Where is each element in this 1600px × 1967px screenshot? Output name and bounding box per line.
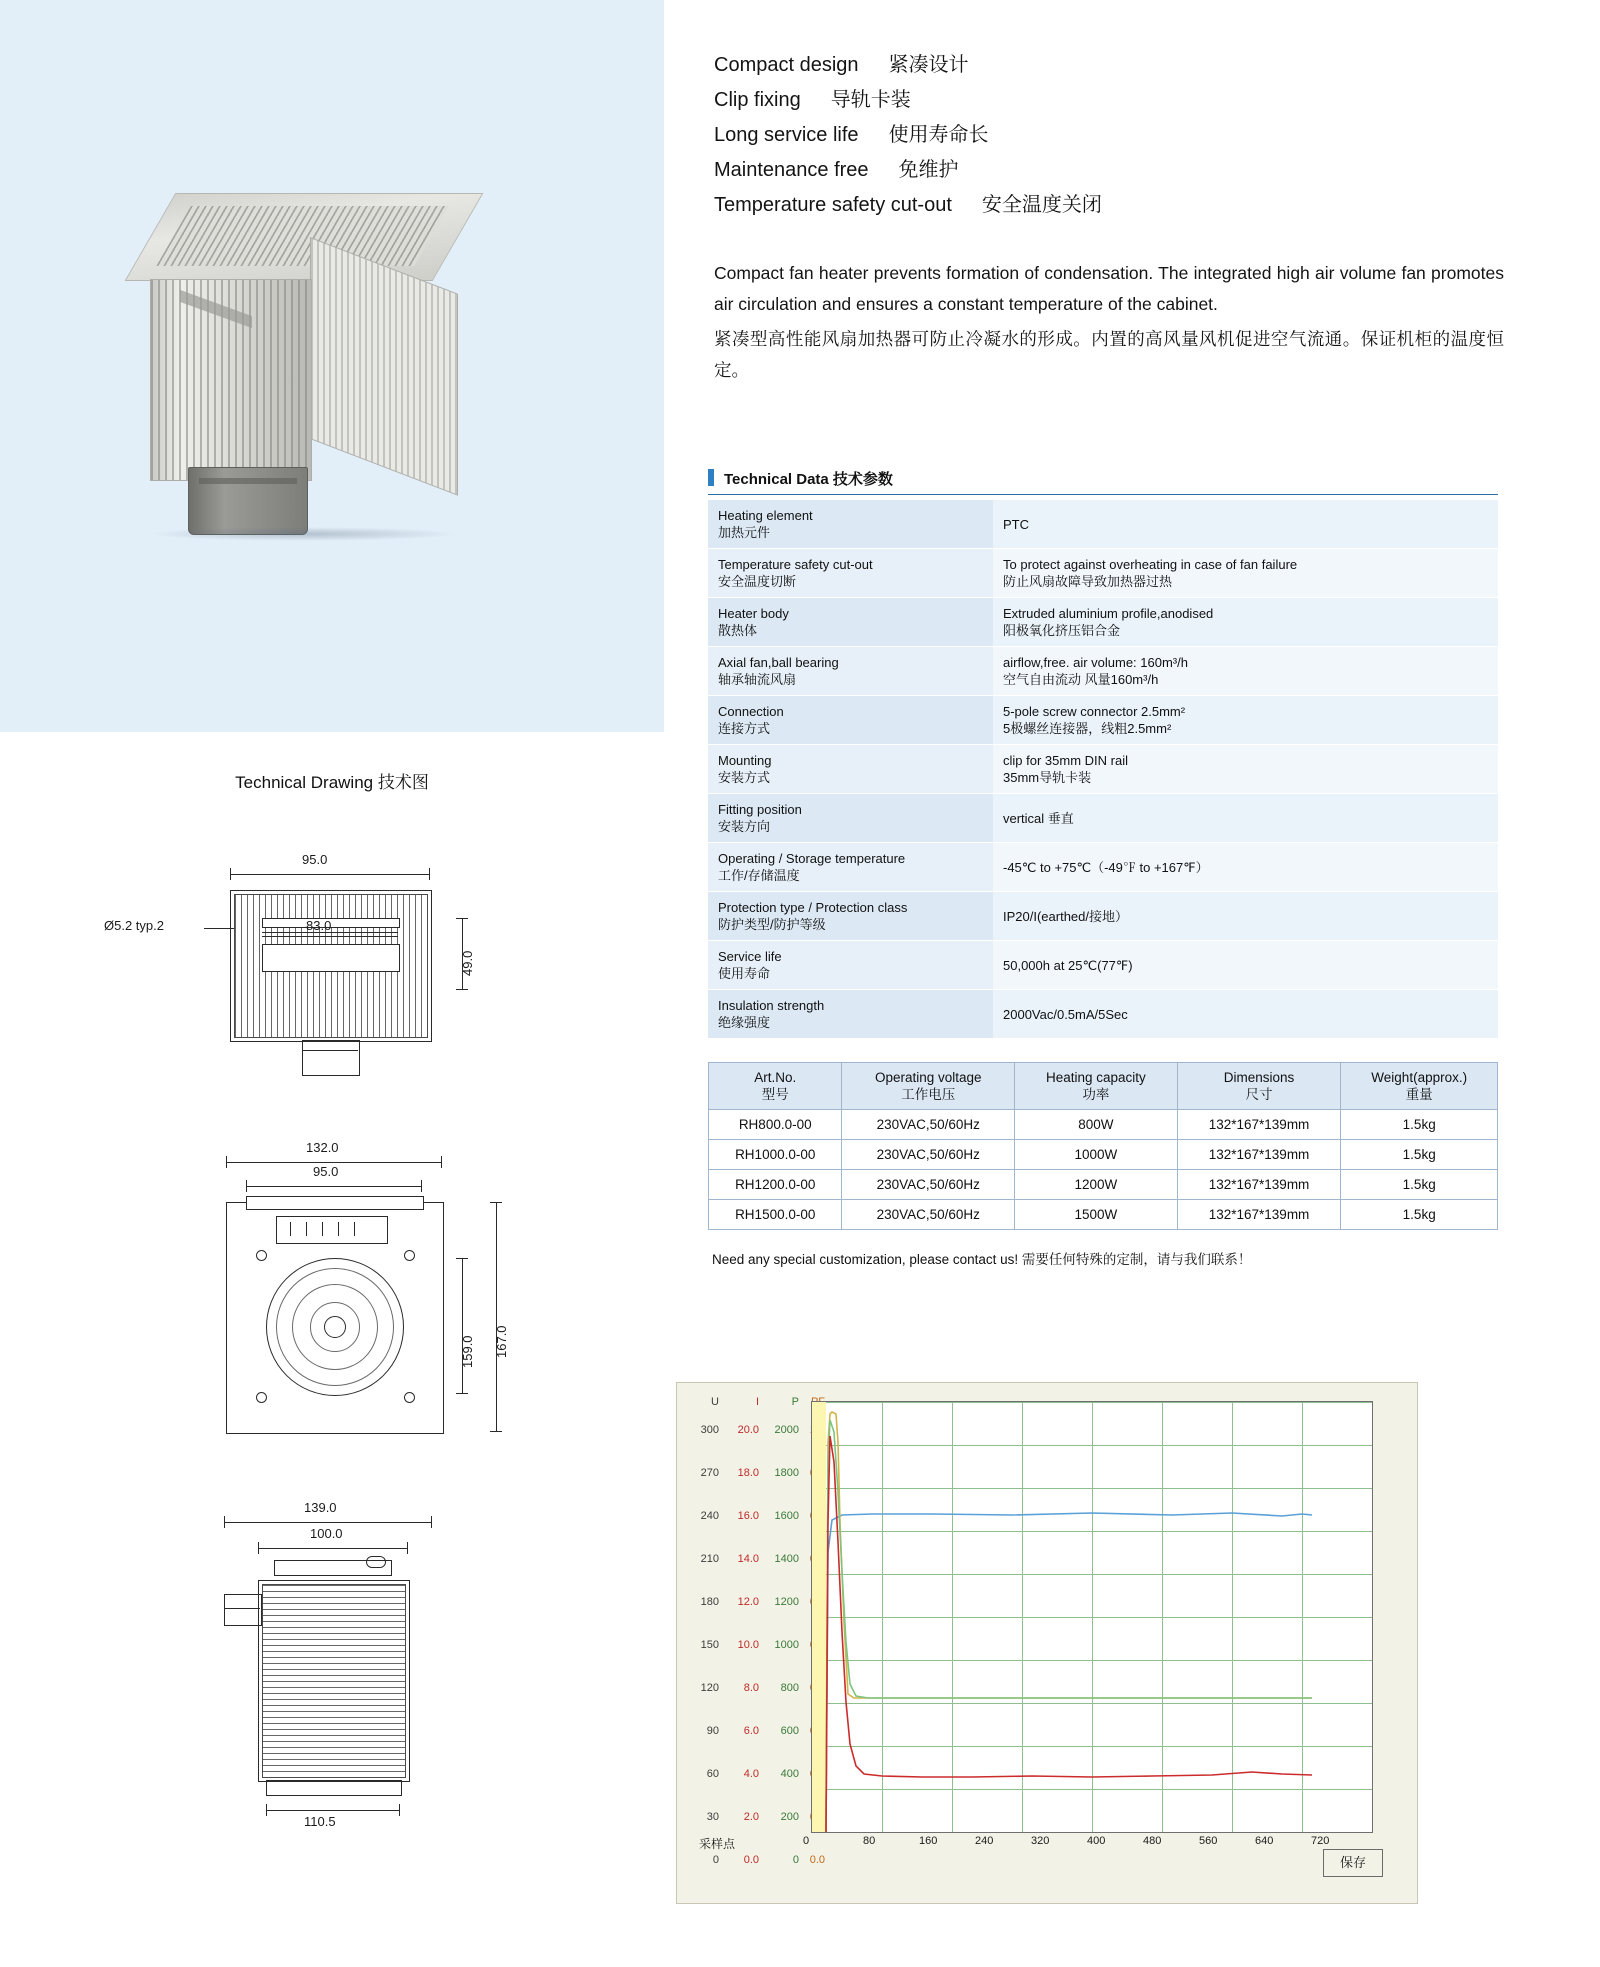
dim-side-depth: 139.0 <box>304 1500 337 1515</box>
table-row: Service life 使用寿命 50,000h at 25℃(77℉) <box>708 941 1498 990</box>
dim-inner-width: 83.0 <box>306 918 332 933</box>
col-capacity: Heating capacity 功率 <box>1015 1063 1178 1110</box>
dim-front-inner-height: 159.0 <box>460 1335 475 1368</box>
table-header-row <box>709 1063 1498 1110</box>
feature-item: Long service life 使用寿命长 <box>714 124 989 146</box>
col-voltage: Operating voltage 工作电压 <box>842 1063 1015 1110</box>
feature-item: Compact design 紧凑设计 <box>714 54 969 76</box>
product-photo <box>140 175 560 535</box>
intro-en: Compact fan heater prevents formation of condensation. The integrated high air volume fan promotes air circulation and ensures a constant temperature of the cabinet. <box>714 263 1504 314</box>
measurement-chart: U 300 270 240 210 180 150 120 90 60 30 0 I 20.0 18.0 16.0 14.0 12.0 10.0 8.0 6.0 4.0 2.0 0.0 P 2000 1800 1600 1400 1200 1000 800 600 400 200 0 0.0 采样点 0 80 160 240 320 400 480 560 640 720 保存 <box>676 1382 1418 1904</box>
dim-front-height: 167.0 <box>494 1325 509 1358</box>
intro-cn: 紧凑型高性能风扇加热器可防止冷凝水的形成。内置的高风量风机促进空气流通。保证机柜的温度恒定。 <box>714 329 1504 380</box>
axis-i: I 20.0 18.0 16.0 14.0 12.0 10.0 8.0 6.0 4.0 2.0 0.0 <box>737 1396 759 1866</box>
table-row: Insulation strength 绝缘强度 2000Vac/0.5mA/5Sec <box>708 990 1498 1039</box>
dim-top-width: 95.0 <box>302 852 328 867</box>
table-row: RH1200.0-00 230VAC,50/60Hz 1200W 132*167*139mm 1.5kg <box>709 1170 1498 1200</box>
table-row: Heater body 散热体 Extruded aluminium profile,anodised 阳极氧化挤压铝合金 <box>708 598 1498 647</box>
col-dimensions: Dimensions 尺寸 <box>1177 1063 1341 1110</box>
table-row: RH1500.0-00 230VAC,50/60Hz 1500W 132*167*139mm 1.5kg <box>709 1200 1498 1230</box>
chart-plot-area <box>811 1401 1373 1833</box>
table-row: Connection 连接方式 5-pole screw connector 2.5mm² 5极螺丝连接器，线粗2.5mm² <box>708 696 1498 745</box>
accent-bar <box>708 469 714 486</box>
save-button[interactable]: 保存 <box>1323 1849 1383 1877</box>
table-row: Heating element 加热元件 PTC <box>708 500 1498 549</box>
dim-side-bottom: 110.5 <box>304 1814 336 1829</box>
table-row: Protection type / Protection class 防护类型/防护等级 IP20/I(earthed/接地） <box>708 892 1498 941</box>
heater-side-fins <box>310 237 458 496</box>
dim-front-inner-width: 95.0 <box>313 1164 339 1179</box>
feature-item: Clip fixing 导轨卡装 <box>714 89 911 111</box>
axis-u: U 300 270 240 210 180 150 120 90 60 30 0 <box>700 1396 719 1866</box>
dim-hole-callout: Ø5.2 typ.2 <box>104 918 164 933</box>
drawing-side-view <box>200 1490 530 1829</box>
din-rail-clip <box>188 467 308 535</box>
table-row: RH1000.0-00 230VAC,50/60Hz 1000W 132*167*139mm 1.5kg <box>709 1140 1498 1170</box>
feature-list <box>714 48 1534 223</box>
technical-data-table <box>708 500 1498 1039</box>
dim-side-inner-depth: 100.0 <box>310 1526 343 1541</box>
table-row: Mounting 安装方式 clip for 35mm DIN rail 35mm导轨卡装 <box>708 745 1498 794</box>
technical-data-header: Technical Data 技术参数 <box>708 468 1498 495</box>
technical-drawing-title: Technical Drawing 技术图 <box>235 773 429 792</box>
axis-p: P 2000 1800 1600 1400 1200 1000 800 600 400 200 0 <box>774 1396 799 1866</box>
photo-shadow <box>148 527 458 541</box>
table-row: Temperature safety cut-out 安全温度切断 To protect against overheating in case of fan failure 防止风扇故障导致加热器过热 <box>708 549 1498 598</box>
dim-height-49: 49.0 <box>460 950 475 976</box>
table-row: Fitting position 安装方向 vertical 垂直 <box>708 794 1498 843</box>
table-row: Operating / Storage temperature 工作/存储温度 -45℃ to +75℃（-49℉ to +167℉） <box>708 843 1498 892</box>
drawing-top-view <box>104 840 510 1080</box>
x-axis-label: 采样点 <box>699 1837 736 1851</box>
article-table <box>708 1062 1498 1230</box>
dim-front-width: 132.0 <box>306 1140 339 1155</box>
col-weight: Weight(approx.) 重量 <box>1341 1063 1498 1110</box>
drawing-front-view <box>200 1130 530 1430</box>
table-row: Axial fan,ball bearing 轴承轴流风扇 airflow,free. air volume: 160m³/h 空气自由流动 风量160m³/h <box>708 647 1498 696</box>
chart-curves <box>812 1402 1372 1832</box>
customization-note: Need any special customization, please contact us! 需要任何特殊的定制，请与我们联系！ <box>712 1252 1252 1267</box>
axis-pf: 0.0 <box>809 1854 825 1866</box>
product-photo-panel <box>0 0 664 732</box>
col-art-no: Art.No. 型号 <box>709 1063 842 1110</box>
intro-paragraph <box>714 258 1504 386</box>
heater-top-grill <box>125 193 484 281</box>
feature-item: Maintenance free 免维护 <box>714 159 959 181</box>
feature-item: Temperature safety cut-out 安全温度关闭 <box>714 194 1102 216</box>
table-row: RH800.0-00 230VAC,50/60Hz 800W 132*167*139mm 1.5kg <box>709 1110 1498 1140</box>
